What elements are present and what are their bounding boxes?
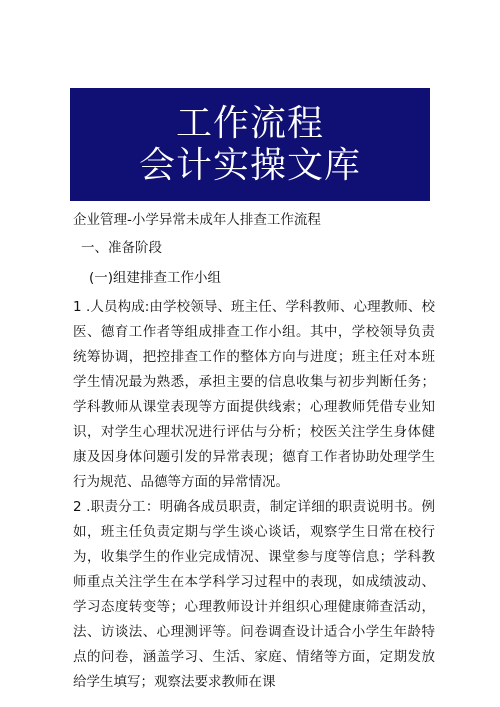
document-subtitle: 企业管理-小学异常未成年人排查工作流程 [73, 212, 321, 228]
banner-title-line1: 工作流程 [175, 102, 324, 144]
title-banner [70, 88, 430, 201]
banner-title-line2: 会计实操文库 [138, 144, 361, 186]
document-body [73, 209, 435, 695]
section-heading: 一、准备阶段 [81, 240, 162, 256]
subsection-heading: (一)组建排查工作小组 [89, 270, 222, 286]
paragraph-duties: 2 .职责分工：明确各成员职责，制定详细的职责说明书。例如，班主任负责定期与学生谈心谈话，观察学生日常在校行为，收集学生的作业完成情况、课堂参与度等信息；学科教师重点关注学生在本学科学习过程中的表现，如成绩波动、学习态度转变等；心理教师设计并组织心理健康筛查活动，法、访谈法、心理测评等。问卷调查设计适合小学生年龄特点的问卷，涵盖学习、生活、家庭、情绪等方面，定期发放给学生填写；观察法要求教师在课 [73, 499, 435, 690]
paragraph-personnel: 1 .人员构成:由学校领导、班主任、学科教师、心理教师、校医、德育工作者等组成排查工作小组。其中，学校领导负责统筹协调，把控排查工作的整体方向与进度；班主任对本班学生情况最为熟悉，承担主要的信息收集与初步判断任务；学科教师从课堂表现等方面提供线索；心理教师凭借专业知识，对学生心理状况进行评估与分析；校医关注学生身体健康及因身体问题引发的异常表现；德育工作者协助处理学生行为规范、品德等方面的异常情况。 [73, 299, 435, 490]
